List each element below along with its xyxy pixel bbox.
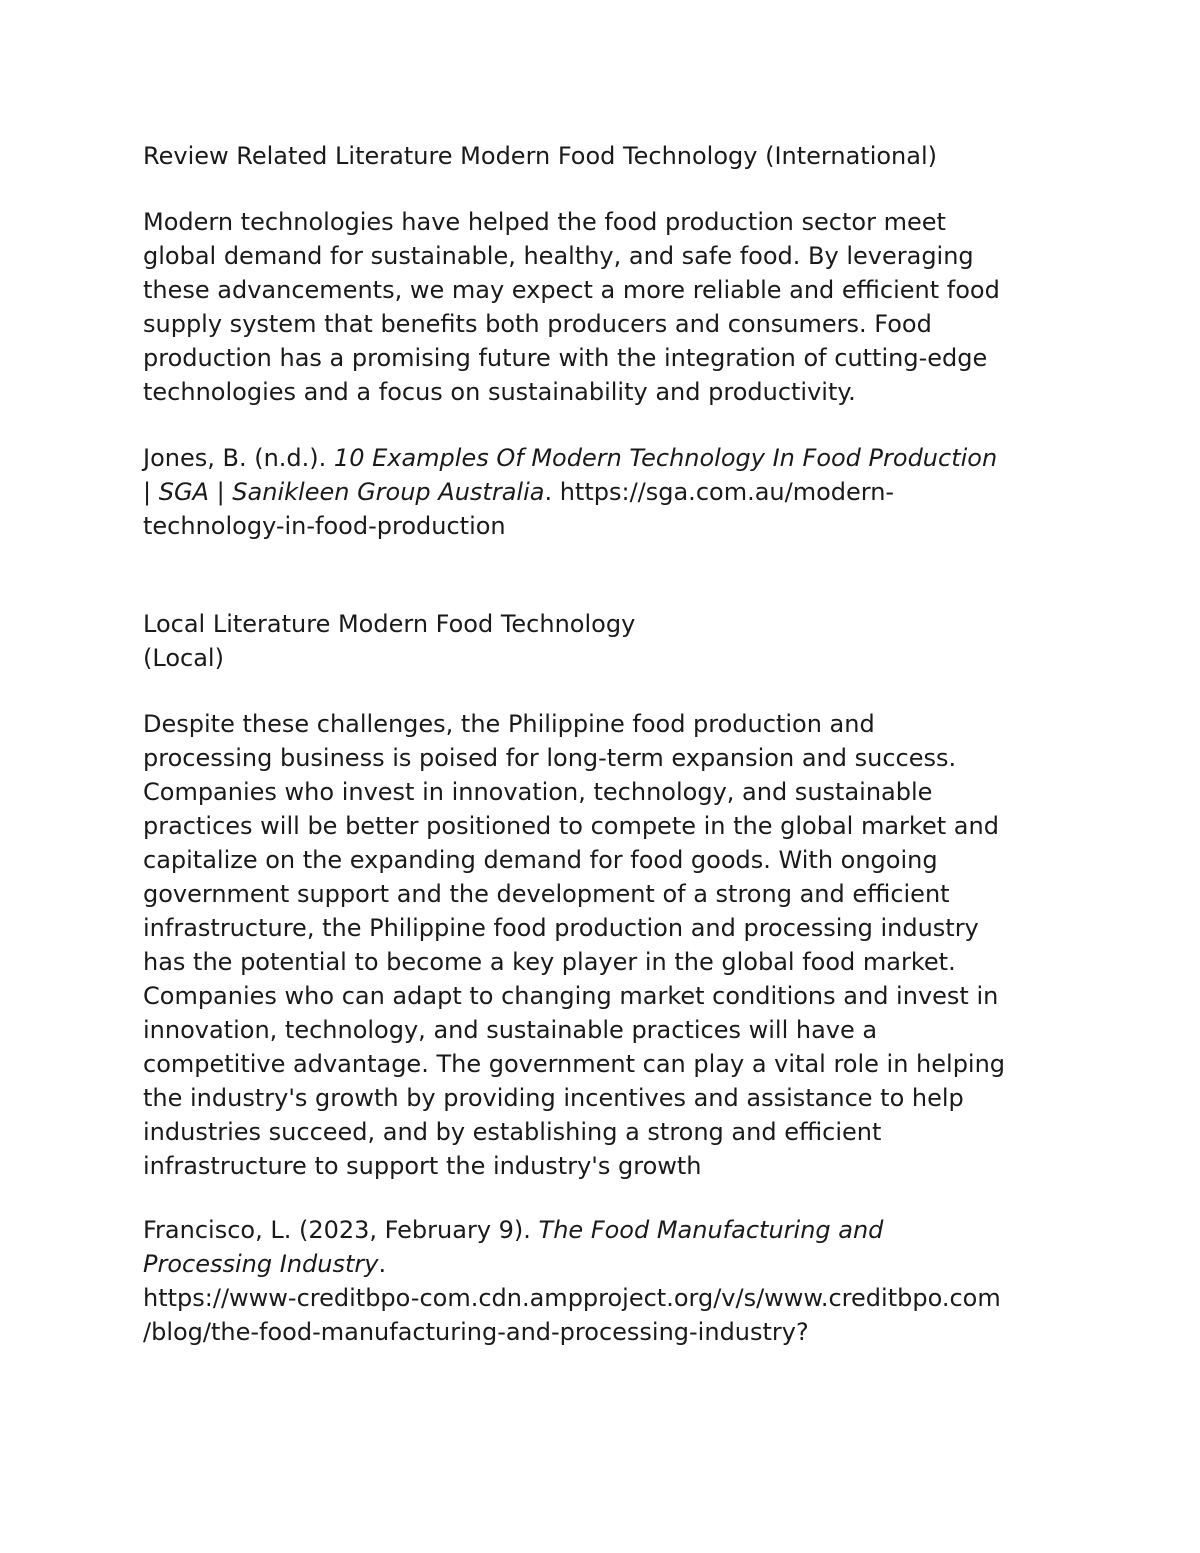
paragraph-line: processing business is poised for long-term expansion and success. bbox=[143, 744, 957, 772]
spacer bbox=[143, 1183, 1073, 1213]
international-heading: Review Related Literature Modern Food Technology (International) bbox=[143, 142, 938, 170]
paragraph-line: supply system that benefits both producers and consumers. Food bbox=[143, 310, 932, 338]
local-subheading: (Local) bbox=[143, 644, 224, 672]
spacer bbox=[143, 173, 1073, 205]
spacer bbox=[143, 675, 1073, 707]
international-reference bbox=[143, 441, 1073, 543]
paragraph-line: innovation, technology, and sustainable practices will have a bbox=[143, 1016, 878, 1044]
reference-line bbox=[143, 475, 1073, 509]
paragraph-line: Despite these challenges, the Philippine food production and bbox=[143, 710, 875, 738]
paragraph-line: Companies who can adapt to changing market conditions and invest in bbox=[143, 982, 999, 1010]
reference-line bbox=[143, 1247, 1073, 1281]
paragraph-line: Companies who invest in innovation, technology, and sustainable bbox=[143, 778, 933, 806]
reference-punctuation: . bbox=[378, 1250, 387, 1278]
local-heading: Local Literature Modern Food Technology bbox=[143, 610, 636, 638]
local-reference bbox=[143, 1213, 1073, 1349]
paragraph-line: infrastructure to support the industry's growth bbox=[143, 1152, 702, 1180]
paragraph-line: government support and the development of a strong and efficient bbox=[143, 880, 950, 908]
reference-url: /blog/the-food-manufacturing-and-processing-industry? bbox=[143, 1318, 809, 1346]
local-paragraph bbox=[143, 707, 1073, 1183]
reference-url: . https://sga.com.au/modern- bbox=[544, 478, 895, 506]
paragraph-line: capitalize on the expanding demand for food goods. With ongoing bbox=[143, 846, 938, 874]
paragraph-line: global demand for sustainable, healthy, and safe food. By leveraging bbox=[143, 242, 974, 270]
paragraph-line: the industry's growth by providing incentives and assistance to help bbox=[143, 1084, 964, 1112]
reference-url: technology-in-food-production bbox=[143, 512, 506, 540]
paragraph-line: practices will be better positioned to compete in the global market and bbox=[143, 812, 999, 840]
paragraph-line: competitive advantage. The government can play a vital role in helping bbox=[143, 1050, 1006, 1078]
paragraph-line: infrastructure, the Philippine food production and processing industry bbox=[143, 914, 979, 942]
paragraph-line: has the potential to become a key player in the global food market. bbox=[143, 948, 956, 976]
reference-author: Jones, B. (n.d.). bbox=[143, 444, 334, 472]
document-page bbox=[143, 139, 1073, 1349]
spacer bbox=[143, 409, 1073, 441]
reference-title: The Food Manufacturing and bbox=[538, 1216, 884, 1244]
reference-url: https://www-creditbpo-com.cdn.ampproject.org/v/s/www.creditbpo.com bbox=[143, 1284, 1001, 1312]
spacer bbox=[143, 543, 1073, 607]
reference-title: | SGA | Sanikleen Group Australia bbox=[143, 478, 545, 506]
paragraph-line: industries succeed, and by establishing a strong and efficient bbox=[143, 1118, 882, 1146]
paragraph-line: technologies and a focus on sustainability and productivity. bbox=[143, 378, 856, 406]
reference-author: Francisco, L. (2023, February 9). bbox=[143, 1216, 539, 1244]
paragraph-line: production has a promising future with the integration of cutting-edge bbox=[143, 344, 988, 372]
international-paragraph bbox=[143, 205, 1073, 409]
reference-title: Processing Industry bbox=[143, 1250, 379, 1278]
reference-title: 10 Examples Of Modern Technology In Food Production bbox=[333, 444, 998, 472]
reference-line bbox=[143, 1213, 1073, 1247]
reference-line bbox=[143, 441, 1073, 475]
paragraph-line: these advancements, we may expect a more reliable and efficient food bbox=[143, 276, 1000, 304]
paragraph-line: Modern technologies have helped the food production sector meet bbox=[143, 208, 946, 236]
